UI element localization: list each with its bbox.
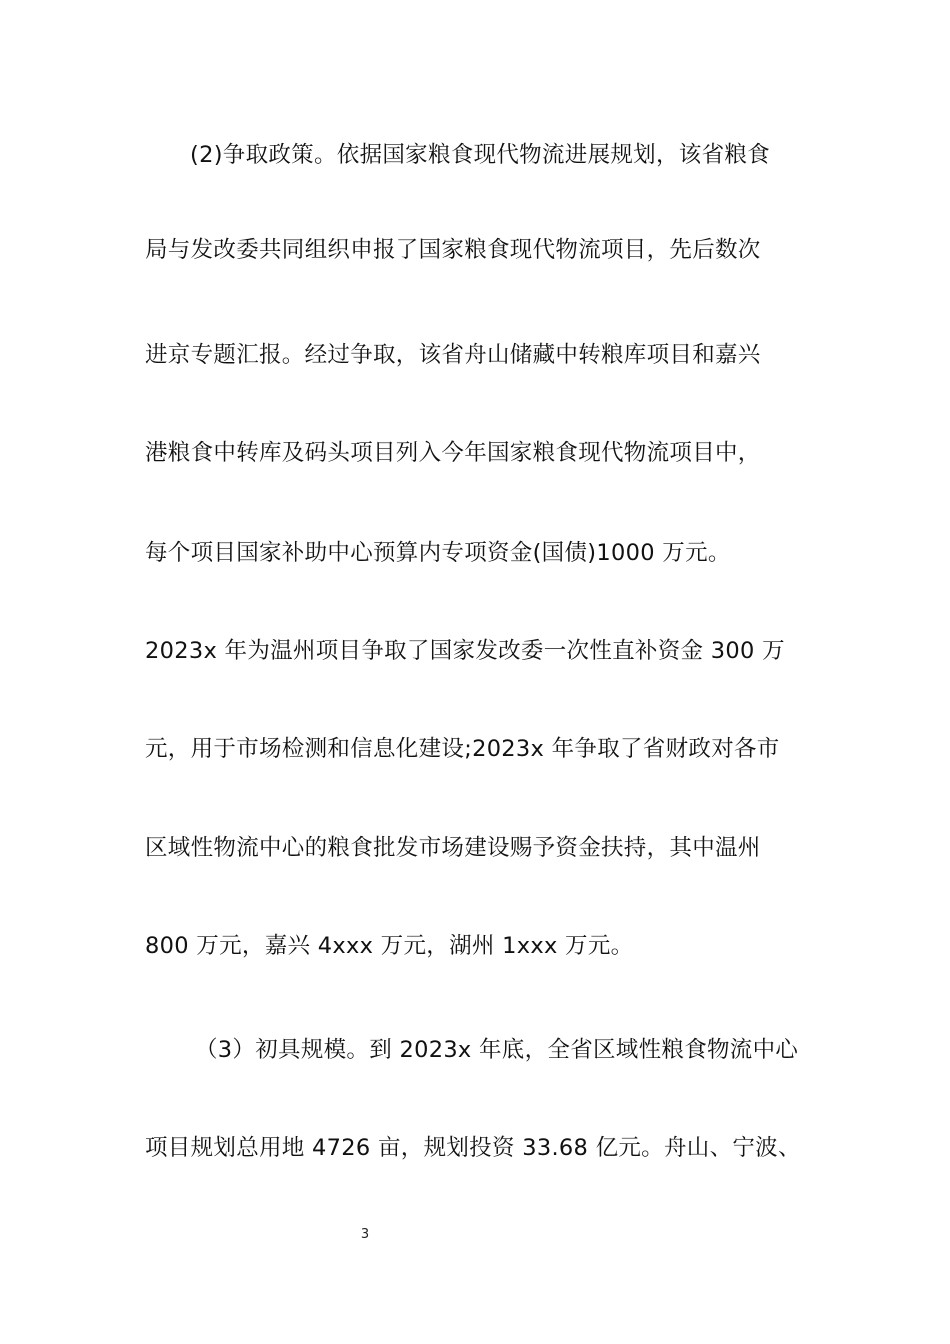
paragraph-3-line-2: 项目规划总用地 4726 亩，规划投资 33.68 亿元。舟山、宁波、 <box>145 1135 801 1161</box>
page-number: 3 <box>360 1227 370 1242</box>
paragraph-2-line-9: 800 万元，嘉兴 4xxx 万元，湖州 1xxx 万元。 <box>145 933 634 959</box>
paragraph-2-line-8: 区域性物流中心的粮食批发市场建设赐予资金扶持，其中温州 <box>145 835 761 861</box>
paragraph-2-line-7: 元，用于市场检测和信息化建设;2023x 年争取了省财政对各市 <box>145 736 780 762</box>
paragraph-2-line-4: 港粮食中转库及码头项目列入今年国家粮食现代物流项目中， <box>145 440 761 466</box>
paragraph-2-line-1: (2)争取政策。依据国家粮食现代物流进展规划，该省粮食 <box>190 142 770 168</box>
paragraph-2-line-5: 每个项目国家补助中心预算内专项资金(国债)1000 万元。 <box>145 540 731 566</box>
paragraph-3-line-1: （3）初具规模。到 2023x 年底，全省区域性粮食物流中心 <box>195 1037 799 1063</box>
paragraph-2-line-3: 进京专题汇报。经过争取，该省舟山储藏中转粮库项目和嘉兴 <box>145 342 761 368</box>
paragraph-2-line-2: 局与发改委共同组织申报了国家粮食现代物流项目，先后数次 <box>145 237 761 263</box>
paragraph-2-line-6: 2023x 年为温州项目争取了国家发改委一次性直补资金 300 万 <box>145 638 785 664</box>
